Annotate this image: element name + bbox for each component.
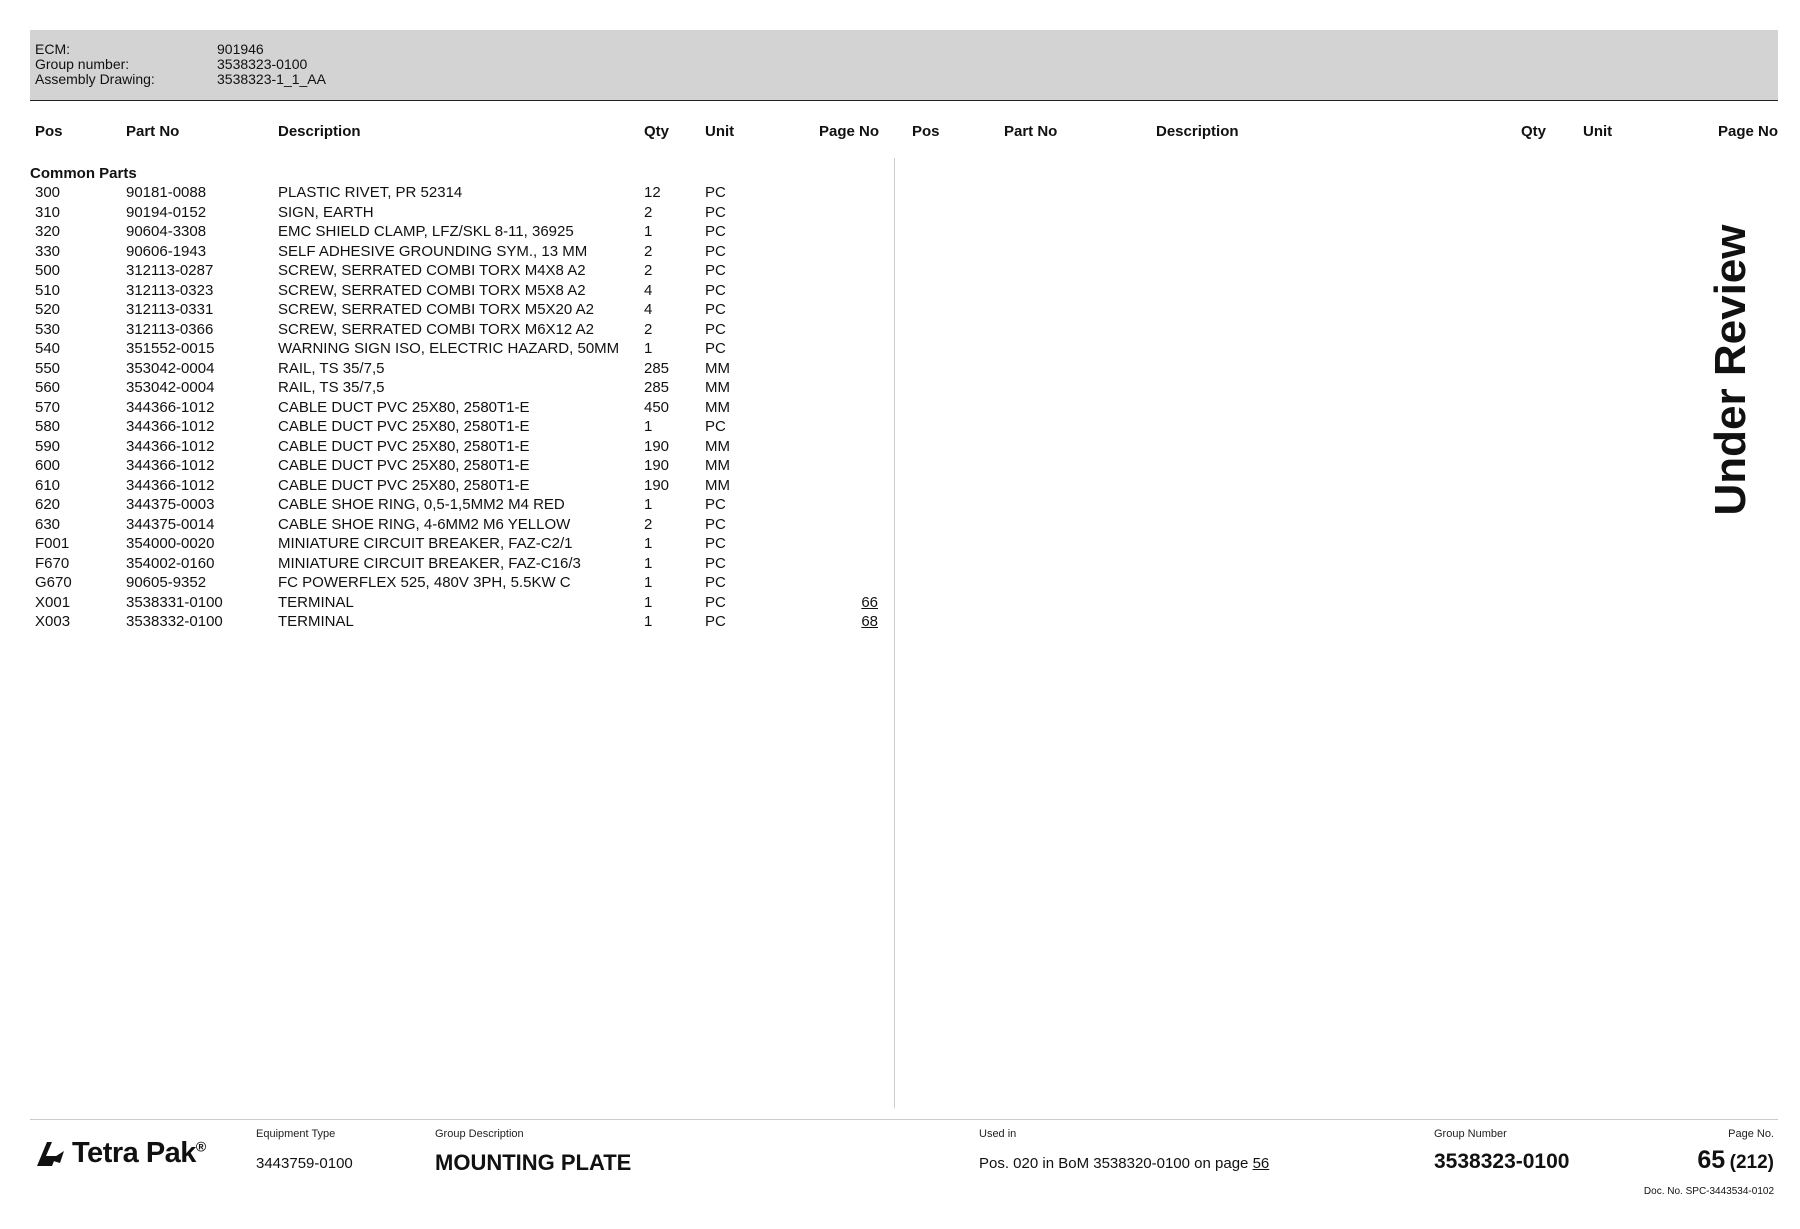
tetra-pak-logo	[34, 1137, 206, 1170]
cell-pos: F001	[35, 535, 70, 552]
cell-pos: 620	[35, 496, 61, 513]
cell-description: TERMINAL	[278, 593, 354, 611]
cell-pos: 570	[35, 398, 61, 416]
document-header	[30, 30, 1778, 101]
group-description-label: Group Description	[435, 1128, 524, 1140]
page-no-value	[1640, 1146, 1774, 1175]
cell-unit: MM	[705, 359, 730, 377]
cell-part-no: 344366-1012	[126, 476, 215, 494]
cell-unit: PC	[705, 535, 726, 552]
col-header-description: Description	[278, 123, 361, 140]
cell-description: PLASTIC RIVET, PR 52314	[278, 184, 463, 201]
cell-description: CABLE DUCT PVC 25X80, 2580T1-E	[278, 418, 530, 435]
cell-part-no: 351552-0015	[126, 340, 215, 357]
cell-part-no: 353042-0004	[126, 359, 215, 377]
cell-unit: PC	[705, 574, 726, 591]
cell-unit: PC	[705, 320, 726, 338]
cell-description: MINIATURE CIRCUIT BREAKER, FAZ-C16/3	[278, 554, 581, 572]
col-header-page-no-right: Page No	[1717, 123, 1778, 140]
cell-pos: 500	[35, 262, 61, 279]
used-in-value	[979, 1155, 1269, 1172]
cell-unit: MM	[705, 437, 730, 455]
cell-page-link[interactable]: 68	[861, 613, 878, 630]
cell-unit: PC	[705, 340, 726, 357]
cell-pos: 630	[35, 515, 61, 533]
cell-qty: 1	[644, 613, 653, 630]
col-header-pos: Pos	[35, 123, 63, 140]
cell-part-no: 344375-0014	[126, 515, 215, 533]
cell-unit: PC	[705, 184, 726, 201]
cell-qty: 1	[644, 223, 653, 240]
equipment-type-value: 3443759-0100	[256, 1155, 353, 1172]
under-review-watermark: Under Review	[1706, 224, 1755, 516]
cell-unit: PC	[705, 496, 726, 513]
cell-part-no: 90181-0088	[126, 184, 207, 201]
cell-qty: 190	[644, 457, 670, 474]
cell-part-no: 90605-9352	[126, 574, 207, 591]
cell-part-no: 354002-0160	[126, 554, 215, 572]
cell-pos: F670	[35, 554, 70, 572]
cell-qty: 285	[644, 379, 670, 396]
cell-qty: 1	[644, 496, 653, 513]
cell-part-no: 344366-1012	[126, 398, 215, 416]
cell-part-no: 344366-1012	[126, 457, 215, 474]
col-header-qty: Qty	[644, 123, 670, 140]
cell-part-no: 312113-0323	[126, 281, 214, 299]
cell-pos: G670	[35, 574, 72, 591]
used-in-text: Pos. 020 in BoM 3538320-0100 on page	[979, 1155, 1249, 1172]
cell-unit: MM	[705, 457, 730, 474]
cell-unit: PC	[705, 223, 726, 240]
cell-qty: 1	[644, 593, 653, 611]
assembly-drawing-label: Assembly Drawing:	[35, 71, 155, 87]
cell-description: CABLE DUCT PVC 25X80, 2580T1-E	[278, 457, 530, 474]
group-number-footer-value: 3538323-0100	[1434, 1150, 1570, 1173]
cell-unit: PC	[705, 418, 726, 435]
cell-unit: PC	[705, 593, 726, 611]
cell-unit: PC	[705, 554, 726, 572]
group-number-value: 3538323-0100	[217, 56, 308, 72]
cell-description: SCREW, SERRATED COMBI TORX M6X12 A2	[278, 320, 594, 338]
cell-unit: PC	[705, 515, 726, 533]
cell-part-no: 3538331-0100	[126, 593, 223, 611]
col-header-unit: Unit	[705, 123, 735, 140]
cell-pos: 320	[35, 223, 61, 240]
group-number-footer-label: Group Number	[1434, 1128, 1507, 1140]
cell-qty: 2	[644, 320, 653, 338]
col-header-pos-right: Pos	[912, 123, 940, 140]
cell-part-no: 344366-1012	[126, 418, 215, 435]
cell-pos: 560	[35, 379, 61, 396]
cell-unit: MM	[705, 398, 730, 416]
cell-qty: 2	[644, 242, 653, 260]
equipment-type-label: Equipment Type	[256, 1128, 336, 1140]
cell-description: SCREW, SERRATED COMBI TORX M4X8 A2	[278, 262, 586, 279]
cell-qty: 4	[644, 301, 653, 318]
cell-qty: 4	[644, 281, 653, 299]
cell-part-no: 344366-1012	[126, 437, 215, 455]
cell-description: SELF ADHESIVE GROUNDING SYM., 13 MM	[278, 242, 588, 260]
cell-qty: 285	[644, 359, 670, 377]
cell-unit: MM	[705, 476, 730, 494]
cell-part-no: 344375-0003	[126, 496, 215, 513]
assembly-drawing-value: 3538323-1_1_AA	[217, 71, 326, 87]
cell-description: CABLE DUCT PVC 25X80, 2580T1-E	[278, 398, 530, 416]
cell-description: CABLE SHOE RING, 0,5-1,5MM2 M4 RED	[278, 496, 565, 513]
cell-part-no: 90606-1943	[126, 242, 207, 260]
logo-text: Tetra Pak	[72, 1137, 196, 1169]
used-in-page-link[interactable]: 56	[1252, 1155, 1270, 1172]
group-description-value: MOUNTING PLATE	[435, 1150, 632, 1175]
cell-unit: PC	[705, 301, 726, 318]
tetra-pak-logo-text	[72, 1137, 206, 1170]
cell-unit: PC	[705, 242, 726, 260]
cell-pos: X003	[35, 613, 71, 630]
footer-divider	[30, 1119, 1778, 1120]
group-number-label: Group number:	[35, 56, 130, 72]
cell-unit: PC	[705, 613, 726, 630]
cell-pos: 580	[35, 418, 61, 435]
cell-part-no: 354000-0020	[126, 535, 215, 552]
cell-description: CABLE DUCT PVC 25X80, 2580T1-E	[278, 437, 530, 455]
cell-description: SCREW, SERRATED COMBI TORX M5X20 A2	[278, 301, 594, 318]
col-header-description-right: Description	[1156, 123, 1239, 140]
section-title-common-parts: Common Parts	[30, 165, 137, 182]
cell-description: CABLE SHOE RING, 4-6MM2 M6 YELLOW	[278, 515, 571, 533]
cell-pos: 590	[35, 437, 61, 455]
cell-pos: 600	[35, 457, 61, 474]
cell-qty: 450	[644, 398, 670, 416]
cell-qty: 2	[644, 515, 653, 533]
cell-part-no: 3538332-0100	[126, 613, 223, 630]
cell-qty: 12	[644, 184, 661, 201]
column-divider	[894, 158, 895, 1108]
cell-qty: 1	[644, 418, 653, 435]
doc-number: Doc. No. SPC-3443534-0102	[1643, 1186, 1774, 1197]
cell-part-no: 90604-3308	[126, 223, 207, 240]
cell-pos: 550	[35, 359, 61, 377]
col-header-unit-right: Unit	[1583, 123, 1613, 140]
cell-page-link[interactable]: 66	[861, 593, 878, 611]
cell-description: RAIL, TS 35/7,5	[278, 379, 385, 396]
cell-unit: PC	[705, 262, 726, 279]
page-total: (212)	[1729, 1152, 1774, 1173]
cell-description: TERMINAL	[278, 613, 354, 630]
cell-unit: PC	[705, 203, 726, 221]
used-in-label: Used in	[979, 1128, 1017, 1140]
page-number: 65	[1697, 1146, 1726, 1174]
registered-mark: ®	[195, 1138, 206, 1155]
cell-qty: 1	[644, 554, 653, 572]
cell-qty: 1	[644, 535, 653, 552]
ecm-value: 901946	[217, 41, 264, 57]
page-no-label: Page No.	[1728, 1128, 1774, 1140]
cell-unit: MM	[705, 379, 730, 396]
cell-description: EMC SHIELD CLAMP, LFZ/SKL 8-11, 36925	[278, 223, 574, 240]
cell-pos: 530	[35, 320, 61, 338]
cell-unit: PC	[705, 281, 726, 299]
cell-pos: 330	[35, 242, 61, 260]
ecm-label: ECM:	[35, 41, 70, 57]
cell-description: MINIATURE CIRCUIT BREAKER, FAZ-C2/1	[278, 535, 573, 552]
cell-part-no: 312113-0366	[126, 320, 214, 338]
cell-qty: 190	[644, 437, 670, 455]
cell-pos: 540	[35, 340, 61, 357]
cell-description: SIGN, EARTH	[278, 203, 374, 221]
col-header-part-no-right: Part No	[1004, 123, 1058, 140]
cell-qty: 1	[644, 574, 653, 591]
cell-pos: 520	[35, 301, 61, 318]
cell-pos: 510	[35, 281, 61, 299]
cell-pos: 300	[35, 184, 61, 201]
col-header-page-no: Page No	[818, 123, 879, 140]
cell-part-no: 312113-0287	[126, 262, 214, 279]
cell-qty: 2	[644, 203, 653, 221]
cell-part-no: 90194-0152	[126, 203, 207, 221]
cell-description: CABLE DUCT PVC 25X80, 2580T1-E	[278, 476, 530, 494]
cell-description: RAIL, TS 35/7,5	[278, 359, 385, 377]
cell-part-no: 312113-0331	[126, 301, 214, 318]
col-header-part-no: Part No	[126, 123, 180, 140]
cell-description: FC POWERFLEX 525, 480V 3PH, 5.5KW C	[278, 574, 571, 591]
cell-qty: 1	[644, 340, 653, 357]
cell-pos: X001	[35, 593, 71, 611]
cell-description: WARNING SIGN ISO, ELECTRIC HAZARD, 50MM	[278, 340, 620, 357]
cell-pos: 610	[35, 476, 61, 494]
col-header-qty-right: Qty	[1521, 123, 1547, 140]
cell-qty: 2	[644, 262, 653, 279]
cell-description: SCREW, SERRATED COMBI TORX M5X8 A2	[278, 281, 586, 299]
cell-part-no: 353042-0004	[126, 379, 215, 396]
tetra-pak-logo-icon	[34, 1139, 68, 1169]
cell-pos: 310	[35, 203, 61, 221]
cell-qty: 190	[644, 476, 670, 494]
